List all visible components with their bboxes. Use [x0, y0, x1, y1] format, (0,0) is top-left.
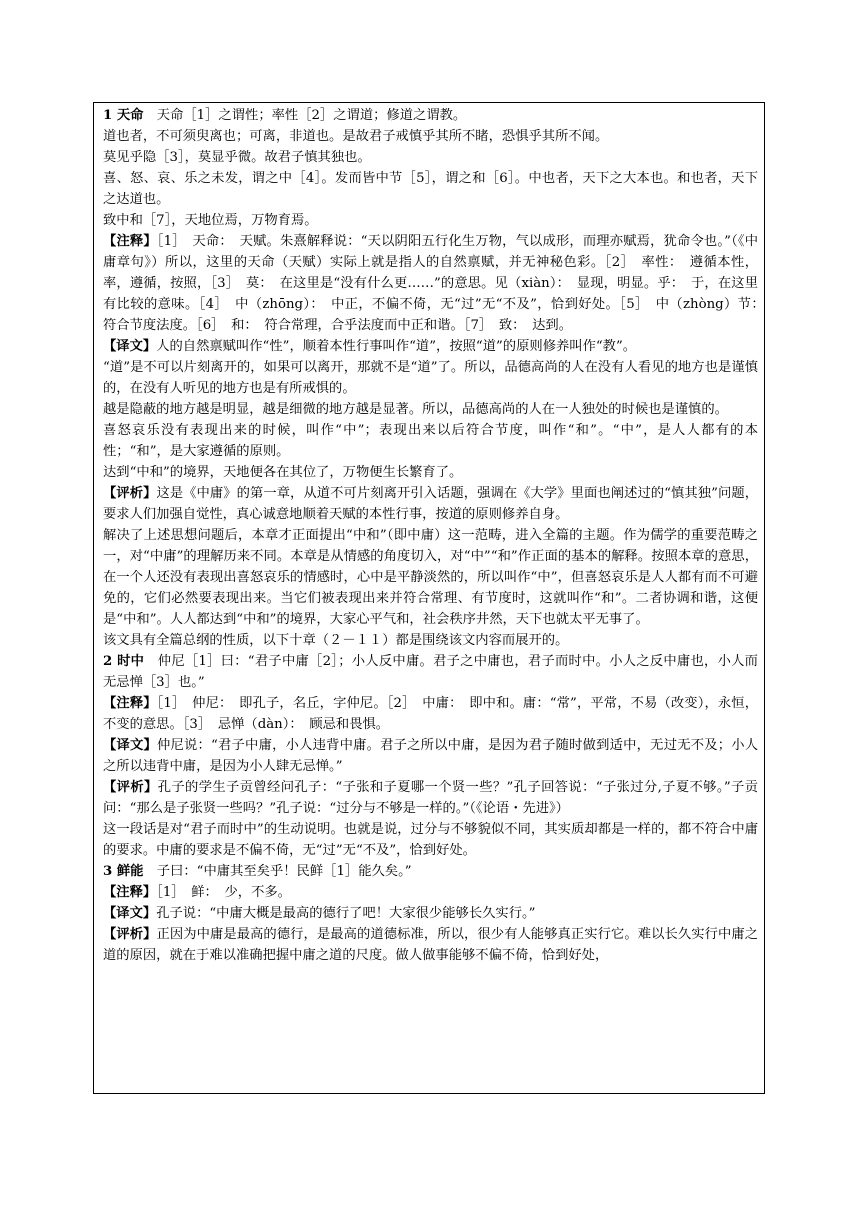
- document-frame: [93, 102, 772, 1094]
- paragraph: [103, 357, 758, 399]
- paragraph: [103, 693, 758, 735]
- paragraph: [103, 819, 758, 861]
- paragraph: [103, 735, 758, 777]
- section-label: 【注释】: [103, 234, 157, 249]
- section-label: 2 时中: [103, 654, 145, 669]
- paragraph-text: 仲尼［1］曰：“君子中庸［2］；小人反中庸。君子之中庸也，君子而时中。小人之反中庸也，小人而无忌惮［3］也。”: [103, 654, 758, 690]
- section-label: 【评析】: [103, 780, 158, 795]
- section-label: 【评析】: [103, 486, 157, 501]
- paragraph-text: 子曰：“中庸其至矣乎！民鲜［1］能久矣。”: [143, 864, 412, 879]
- paragraph-text: 该文具有全篇总纲的性质，以下十章（２－１１）都是围绕该文内容而展开的。: [103, 633, 569, 648]
- section-label: 【注释】: [103, 696, 157, 711]
- paragraph-text: 这是《中庸》的第一章，从道不可片刻离开引入话题，强调在《大学》里面也阐述过的“慎其独”问题，要求人们加强自觉性，真心诚意地顺着天赋的本性行事，按道的原则修养自身。: [103, 486, 758, 522]
- section-label: 【评析】: [103, 927, 157, 942]
- section-label: 【译文】: [103, 339, 157, 354]
- section-label: 【译文】: [103, 906, 157, 921]
- paragraph: [103, 126, 758, 147]
- paragraph: [103, 462, 758, 483]
- section-label: 【译文】: [103, 738, 158, 753]
- paragraph: [103, 399, 758, 420]
- paragraph-text: 仲尼说：“君子中庸，小人违背中庸。君子之所以中庸，是因为君子随时做到适中，无过无不及；小人之所以违背中庸，是因为小人肆无忌惮。”: [103, 738, 759, 774]
- paragraph-text: ［1］ 鲜： 少，不多。: [156, 885, 291, 900]
- paragraph-text: ［1］ 天命： 天赋。朱熹解释说：“天以阴阳五行化生万物，气以成形，而理亦赋焉，犹命令也。”（《中庸章句》）所以，这里的天命（天赋）实际上就是指人的自然禀赋，并无神秘色彩。［2］ 率性： 遵循本性，率，遵循，按照，［3］ 莫： 在这里是“没有什么更……”的意思。见（xiàn）： 显现，明显。乎： 于，在这里有比较的意味。［4］ 中（zhōng）： 中正，不偏不倚，无“过”无“不及”，恰到好处。［5］ 中（zhòng）节： 符合节度法度。［6］ 和： 符合常理，合乎法度而中正和谐。［7］ 致： 达到。: [103, 234, 772, 333]
- paragraph: [103, 882, 758, 903]
- paragraph: [103, 525, 758, 630]
- paragraph-text: 莫见乎隐［3］，莫显乎微。故君子慎其独也。: [103, 150, 371, 165]
- paragraph-text: ［1］ 仲尼： 即孔子，名丘，字仲尼。［2］ 中庸： 即中和。庸：“常”，平常，不易（改变），永恒，不变的意思。［3］ 忌惮（dàn）： 顾忌和畏惧。: [103, 696, 758, 732]
- paragraph: [103, 147, 758, 168]
- paragraph-text: 天命［1］之谓性；率性［2］之谓道；修道之谓教。: [143, 108, 467, 123]
- paragraph: [103, 630, 758, 651]
- section-label: 3 鲜能: [103, 864, 144, 879]
- paragraph-text: 越是隐蔽的地方越是明显，越是细微的地方越是显著。所以，品德高尚的人在一人独处的时候也是谨慎的。: [103, 402, 728, 417]
- paragraph: [103, 420, 758, 462]
- paragraph: [103, 210, 758, 231]
- paragraph: [103, 777, 758, 819]
- paragraph: [103, 924, 758, 966]
- section-label: 1 天命: [103, 108, 144, 123]
- paragraph: [103, 105, 758, 126]
- paragraph: [103, 231, 772, 336]
- paragraph-text: 人的自然禀赋叫作“性”，顺着本性行事叫作“道”，按照“道”的原则修养叫作“教”。: [156, 339, 637, 354]
- paragraph-text: 喜怒哀乐没有表现出来的时候，叫作“中”；表现出来以后符合节度，叫作“和”。“中”，是人人都有的本性；“和”，是大家遵循的原则。: [103, 423, 758, 459]
- paragraph-text: 这一段话是对“君子而时中”的生动说明。也就是说，过分与不够貌似不同，其实质却都是一样的，都不符合中庸的要求。中庸的要求是不偏不倚，无“过”无“不及”，恰到好处。: [103, 822, 758, 858]
- paragraph: [103, 651, 758, 693]
- section-label: 【注释】: [103, 885, 157, 900]
- paragraph-text: 道也者，不可须臾离也；可离，非道也。是故君子戒慎乎其所不睹，恐惧乎其所不闻。: [103, 129, 609, 144]
- paragraph-text: 解决了上述思想问题后，本章才正面提出“中和”（即中庸）这一范畴，进入全篇的主题。作为儒学的重要范畴之一，对“中庸”的理解历来不同。本章是从情感的角度切入，对“中”“和”作正面的基本的解释。按照本章的意思，在一个人还没有表现出喜怒哀乐的情感时，心中是平静淡然的，所以叫作“中”，但喜怒哀乐是人人都有而不可避免的，它们必然要表现出来。当它们被表现出来并符合常理、有节度时，这就叫作“和”。二者协调和谐，这便是“中和”。人人都达到“中和”的境界，大家心平气和，社会秩序井然，天下也就太平无事了。: [103, 528, 758, 627]
- paragraph: [103, 903, 758, 924]
- paragraph: [103, 336, 758, 357]
- paragraph-text: 正因为中庸是最高的德行，是最高的道德标准，所以，很少有人能够真正实行它。难以长久实行中庸之道的原因，就在于难以准确把握中庸之道的尺度。做人做事能够不偏不倚，恰到好处，: [103, 927, 759, 963]
- paragraph-text: 致中和［7］，天地位焉，万物育焉。: [103, 213, 318, 228]
- paragraph-text: 孔子的学生子贡曾经问孔子：“子张和子夏哪一个贤一些？”孔子回答说：“子张过分,子夏不够。”子贡问：“那么是子张贤一些吗？”孔子说：“过分与不够是一样的。”（《论语・先进》）: [103, 780, 759, 816]
- paragraph-text: “道”是不可以片刻离开的，如果可以离开，那就不是“道”了。所以，品德高尚的人在没有人看见的地方也是谨慎的，在没有人听见的地方也是有所戒惧的。: [103, 360, 758, 396]
- paragraph-text: 达到“中和”的境界，天地便各在其位了，万物便生长繁育了。: [103, 465, 463, 480]
- paragraph: [103, 168, 758, 210]
- paragraph: [103, 483, 758, 525]
- paragraph-text: 喜、怒、哀、乐之未发，谓之中［4］。发而皆中节［5］，谓之和［6］。中也者，天下之大本也。和也者，天下之达道也。: [103, 171, 758, 207]
- paragraph: [103, 861, 758, 882]
- paragraph-text: 孔子说：“中庸大概是最高的德行了吧！大家很少能够长久实行。”: [156, 906, 536, 921]
